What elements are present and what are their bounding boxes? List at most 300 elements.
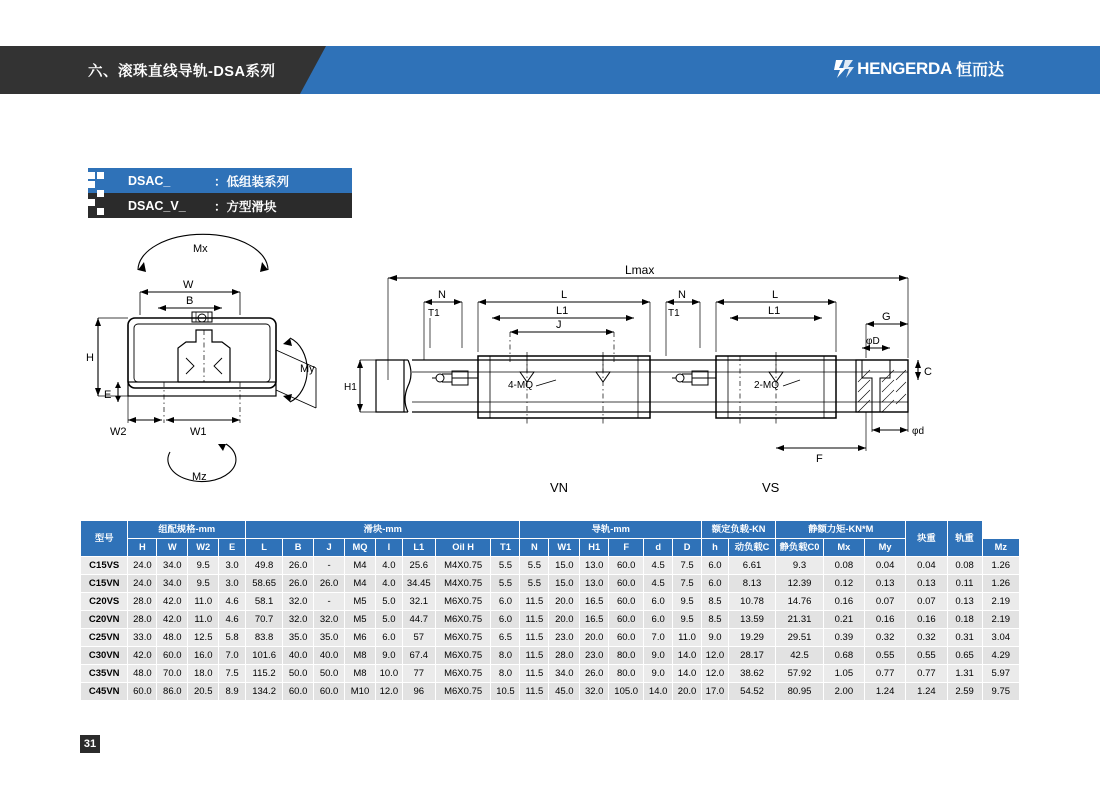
table-cell: 5.0 [375, 593, 402, 611]
table-row [81, 629, 1020, 647]
table-cell: 8.0 [491, 647, 520, 665]
table-cell: 42.0 [128, 647, 157, 665]
table-cell: 20.0 [549, 611, 580, 629]
table-cell: 70.0 [157, 665, 188, 683]
table-cell: 3.0 [219, 557, 246, 575]
sub-header-w: W [157, 539, 188, 557]
table-cell: 0.13 [947, 593, 982, 611]
table-cell: 11.5 [520, 683, 549, 701]
sub-header-j: J [314, 539, 345, 557]
table-cell: 1.31 [947, 665, 982, 683]
table-cell: 42.5 [776, 647, 823, 665]
table-cell: 6.0 [491, 611, 520, 629]
sub-header-w1: W1 [549, 539, 580, 557]
table-cell: 18.0 [188, 665, 219, 683]
table-cell: 8.0 [491, 665, 520, 683]
table-cell-model: C20VN [81, 611, 128, 629]
group-header-rail: 导轨-mm [520, 521, 702, 539]
table-cell: 4.0 [375, 575, 402, 593]
svg-text:My: My [300, 363, 315, 375]
table-cell: 12.0 [702, 647, 729, 665]
table-row [81, 683, 1020, 701]
svg-text:Mz: Mz [192, 471, 207, 483]
table-cell: 9.5 [188, 575, 219, 593]
sub-header-d-small: d [644, 539, 673, 557]
table-cell: 0.16 [823, 593, 864, 611]
table-cell: 24.0 [128, 557, 157, 575]
table-row [81, 611, 1020, 629]
legend-row-dsac [88, 168, 352, 193]
hengerda-logo-icon [834, 58, 854, 80]
table-cell: M8 [345, 647, 376, 665]
table-cell: 83.8 [246, 629, 283, 647]
table-cell: M8 [345, 665, 376, 683]
table-cell: - [314, 593, 345, 611]
svg-text:φd: φd [912, 426, 925, 437]
table-cell: 26.0 [283, 557, 314, 575]
table-cell: 19.29 [728, 629, 775, 647]
table-cell: 58.65 [246, 575, 283, 593]
table-cell: 20.0 [549, 593, 580, 611]
spec-table [80, 520, 1020, 701]
table-cell: 21.31 [776, 611, 823, 629]
table-cell: 0.07 [864, 593, 905, 611]
table-cell: 8.5 [702, 593, 729, 611]
sub-header-dynamic-load: 动负载C [728, 539, 775, 557]
table-cell: M4 [345, 575, 376, 593]
table-cell: 0.16 [864, 611, 905, 629]
table-cell: 7.5 [673, 557, 702, 575]
sub-header-my: My [864, 539, 905, 557]
table-cell: 5.0 [375, 611, 402, 629]
svg-text:N: N [438, 289, 446, 301]
table-cell: 115.2 [246, 665, 283, 683]
table-cell: 0.12 [823, 575, 864, 593]
table-cell: 4.5 [644, 557, 673, 575]
table-cell: 20.0 [580, 629, 609, 647]
table-cell: 134.2 [246, 683, 283, 701]
table-cell: 0.55 [864, 647, 905, 665]
table-cell: M4X0.75 [435, 557, 491, 575]
table-cell: 26.0 [580, 665, 609, 683]
table-cell: 13.59 [728, 611, 775, 629]
table-cell: 0.16 [906, 611, 947, 629]
table-cell: 14.0 [673, 665, 702, 683]
table-cell: 2.59 [947, 683, 982, 701]
table-cell: 33.0 [128, 629, 157, 647]
table-cell: 17.0 [702, 683, 729, 701]
table-cell: 1.24 [864, 683, 905, 701]
table-cell: 34.0 [157, 557, 188, 575]
table-cell: 3.0 [219, 575, 246, 593]
svg-text:W1: W1 [190, 426, 207, 438]
table-cell: 60.0 [609, 593, 644, 611]
table-sub-header-row [81, 539, 1020, 557]
svg-text:W: W [183, 279, 194, 291]
table-cell: M6X0.75 [435, 647, 491, 665]
legend-decoration-icon [88, 168, 124, 218]
table-cell: M6X0.75 [435, 593, 491, 611]
table-cell: 5.5 [491, 557, 520, 575]
table-cell: 7.5 [219, 665, 246, 683]
table-cell: 32.1 [402, 593, 435, 611]
table-cell: 32.0 [283, 593, 314, 611]
table-cell: 60.0 [283, 683, 314, 701]
table-cell: 9.0 [702, 629, 729, 647]
table-cell: 1.24 [906, 683, 947, 701]
table-cell: 1.05 [823, 665, 864, 683]
table-cell: 105.0 [609, 683, 644, 701]
table-cell: 7.0 [219, 647, 246, 665]
table-cell: 48.0 [128, 665, 157, 683]
svg-text:N: N [678, 289, 686, 301]
table-cell: 57 [402, 629, 435, 647]
sub-header-f: F [609, 539, 644, 557]
table-cell: 12.5 [188, 629, 219, 647]
spec-table-container [80, 520, 1020, 701]
table-cell: 80.95 [776, 683, 823, 701]
table-cell: 0.77 [906, 665, 947, 683]
table-cell: 67.4 [402, 647, 435, 665]
svg-text:J: J [556, 319, 562, 331]
sub-header-l: L [246, 539, 283, 557]
table-cell: 12.39 [776, 575, 823, 593]
table-cell: 6.5 [491, 629, 520, 647]
table-cell: 16.5 [580, 593, 609, 611]
svg-text:4-MQ: 4-MQ [508, 380, 533, 391]
sub-header-mq: MQ [345, 539, 376, 557]
table-group-header-row [81, 521, 1020, 539]
table-cell: 9.3 [776, 557, 823, 575]
svg-text:VN: VN [550, 480, 569, 495]
table-cell-model: C15VS [81, 557, 128, 575]
svg-text:L: L [561, 289, 568, 301]
table-cell: 4.6 [219, 593, 246, 611]
sub-header-oil-h: Oil H [435, 539, 491, 557]
table-cell: 40.0 [283, 647, 314, 665]
table-cell: 45.0 [549, 683, 580, 701]
table-cell: 9.5 [673, 593, 702, 611]
svg-text:T1: T1 [668, 308, 680, 319]
table-cell-model: C30VN [81, 647, 128, 665]
sub-header-mx: Mx [823, 539, 864, 557]
table-cell: 0.08 [947, 557, 982, 575]
brand-name: HENGERDA [857, 58, 952, 78]
svg-text:F: F [816, 453, 823, 465]
table-cell: 57.92 [776, 665, 823, 683]
table-cell-model: C35VN [81, 665, 128, 683]
sub-header-d-big: D [673, 539, 702, 557]
brand-logo [834, 57, 1004, 80]
table-cell: 0.65 [947, 647, 982, 665]
page-header [0, 46, 1100, 94]
page-number: 31 [80, 735, 100, 753]
table-head [81, 521, 1020, 557]
table-cell: 3.04 [982, 629, 1019, 647]
table-cell: 80.0 [609, 665, 644, 683]
table-cell: 10.0 [375, 665, 402, 683]
sub-header-h: H [128, 539, 157, 557]
table-cell: 28.0 [128, 611, 157, 629]
svg-text:T1: T1 [428, 308, 440, 319]
table-cell: 24.0 [128, 575, 157, 593]
table-cell: 7.0 [644, 629, 673, 647]
table-cell: 0.31 [947, 629, 982, 647]
table-cell: 5.8 [219, 629, 246, 647]
table-row [81, 557, 1020, 575]
table-cell: 49.8 [246, 557, 283, 575]
table-cell: 26.0 [283, 575, 314, 593]
sub-header-static-load: 静负载C0 [776, 539, 823, 557]
sub-header-t1: T1 [491, 539, 520, 557]
table-cell: 48.0 [157, 629, 188, 647]
table-cell: 8.9 [219, 683, 246, 701]
table-cell: 6.0 [702, 575, 729, 593]
table-cell: 11.5 [520, 647, 549, 665]
table-cell: 0.32 [906, 629, 947, 647]
table-cell: 70.7 [246, 611, 283, 629]
table-cell: 9.5 [673, 611, 702, 629]
table-cell: 6.0 [375, 629, 402, 647]
table-cell: 32.0 [580, 683, 609, 701]
table-cell: 8.13 [728, 575, 775, 593]
table-cell: 11.0 [188, 593, 219, 611]
table-cell: 13.0 [580, 575, 609, 593]
technical-drawing [0, 230, 1100, 515]
sub-header-e: E [219, 539, 246, 557]
table-cell: 9.5 [188, 557, 219, 575]
table-cell: 11.5 [520, 665, 549, 683]
table-cell: 60.0 [609, 629, 644, 647]
table-cell: 0.04 [906, 557, 947, 575]
table-cell: 13.0 [580, 557, 609, 575]
table-cell: 42.0 [157, 611, 188, 629]
svg-text:E: E [104, 389, 112, 401]
table-cell: 54.52 [728, 683, 775, 701]
table-cell: 8.5 [702, 611, 729, 629]
table-cell: 25.6 [402, 557, 435, 575]
table-row [81, 575, 1020, 593]
table-cell: 15.0 [549, 557, 580, 575]
table-cell: 50.0 [314, 665, 345, 683]
table-cell: 5.97 [982, 665, 1019, 683]
table-cell: 10.5 [491, 683, 520, 701]
table-cell: 6.61 [728, 557, 775, 575]
table-cell: 42.0 [157, 593, 188, 611]
table-cell: 6.0 [702, 557, 729, 575]
table-cell: 9.0 [644, 647, 673, 665]
table-cell: 6.0 [644, 611, 673, 629]
table-cell-model: C20VS [81, 593, 128, 611]
table-cell: 14.76 [776, 593, 823, 611]
table-cell: 34.0 [549, 665, 580, 683]
group-header-assembly: 组配规格-mm [128, 521, 246, 539]
svg-text:H1: H1 [344, 382, 357, 393]
legend-code-0: DSAC_ [128, 173, 171, 188]
table-cell: M4 [345, 557, 376, 575]
table-cell: 1.26 [982, 557, 1019, 575]
svg-text:W2: W2 [110, 426, 127, 438]
table-row [81, 665, 1020, 683]
table-cell: 0.07 [906, 593, 947, 611]
table-cell: M6X0.75 [435, 611, 491, 629]
table-cell: 0.18 [947, 611, 982, 629]
brand-name-cn: 恒而达 [955, 62, 1004, 79]
table-cell: 26.0 [314, 575, 345, 593]
table-body [81, 557, 1020, 701]
table-cell: 34.0 [157, 575, 188, 593]
table-cell: 4.0 [375, 557, 402, 575]
table-cell: 9.0 [375, 647, 402, 665]
table-cell: 0.08 [823, 557, 864, 575]
table-row [81, 593, 1020, 611]
table-cell: - [314, 557, 345, 575]
table-cell: 96 [402, 683, 435, 701]
legend-desc-1: 方型滑块 [226, 199, 277, 214]
table-cell: 4.29 [982, 647, 1019, 665]
table-cell: 44.7 [402, 611, 435, 629]
group-header-rail-weight: 轨重 [947, 521, 982, 557]
legend-sep-0: ： [214, 174, 227, 189]
table-cell: M5 [345, 611, 376, 629]
table-cell: 38.62 [728, 665, 775, 683]
table-cell: 12.0 [375, 683, 402, 701]
table-cell: 11.5 [520, 611, 549, 629]
table-cell: 6.0 [644, 593, 673, 611]
sub-header-b: B [283, 539, 314, 557]
table-cell-model: C45VN [81, 683, 128, 701]
sub-header-h1: H1 [580, 539, 609, 557]
table-cell: 23.0 [580, 647, 609, 665]
table-cell: 11.0 [188, 611, 219, 629]
table-cell: 2.19 [982, 611, 1019, 629]
table-cell: M6X0.75 [435, 665, 491, 683]
legend-sep-1: ： [214, 199, 227, 214]
group-header-block-weight: 块重 [906, 521, 947, 557]
table-cell: 20.0 [673, 683, 702, 701]
table-cell: 9.75 [982, 683, 1019, 701]
table-cell: 0.11 [947, 575, 982, 593]
table-cell: 0.04 [864, 557, 905, 575]
table-cell: 11.0 [673, 629, 702, 647]
table-cell: 11.5 [520, 629, 549, 647]
table-cell: M4X0.75 [435, 575, 491, 593]
svg-text:Lmax: Lmax [625, 263, 655, 277]
table-cell: 0.77 [864, 665, 905, 683]
table-cell: 40.0 [314, 647, 345, 665]
table-cell: 86.0 [157, 683, 188, 701]
svg-text:L1: L1 [556, 305, 569, 317]
legend-desc-0: 低组装系列 [226, 174, 290, 189]
legend-row-dsac-v [88, 193, 352, 218]
svg-text:H: H [86, 352, 94, 364]
table-cell: 60.0 [314, 683, 345, 701]
table-cell: 35.0 [283, 629, 314, 647]
svg-text:Mx: Mx [193, 243, 208, 255]
table-cell: 16.0 [188, 647, 219, 665]
sub-header-mz: Mz [982, 539, 1019, 557]
table-cell: 14.0 [644, 683, 673, 701]
group-header-model: 型号 [81, 521, 128, 557]
table-cell: 32.0 [314, 611, 345, 629]
table-cell: 0.13 [906, 575, 947, 593]
table-cell: 34.45 [402, 575, 435, 593]
svg-text:L: L [772, 289, 779, 301]
table-cell: 0.21 [823, 611, 864, 629]
series-legend [88, 168, 352, 218]
table-cell: 28.17 [728, 647, 775, 665]
group-header-moment: 静额力矩-KN*M [776, 521, 906, 539]
table-cell: 4.6 [219, 611, 246, 629]
svg-text:L1: L1 [768, 305, 781, 317]
table-cell: 14.0 [673, 647, 702, 665]
sub-header-w2: W2 [188, 539, 219, 557]
table-cell: 5.5 [520, 575, 549, 593]
table-cell: 7.5 [673, 575, 702, 593]
table-cell: 15.0 [549, 575, 580, 593]
sub-header-l1: L1 [402, 539, 435, 557]
sub-header-h-small: h [702, 539, 729, 557]
table-cell: 9.0 [644, 665, 673, 683]
svg-text:C: C [924, 366, 932, 378]
table-cell: 29.51 [776, 629, 823, 647]
table-row [81, 647, 1020, 665]
group-header-load: 额定负载-KN [702, 521, 776, 539]
table-cell: 35.0 [314, 629, 345, 647]
table-cell: M6X0.75 [435, 629, 491, 647]
sub-header-small-l: l [375, 539, 402, 557]
table-cell: 60.0 [128, 683, 157, 701]
table-cell: 11.5 [520, 593, 549, 611]
table-cell-model: C15VN [81, 575, 128, 593]
group-header-block: 滑块-mm [246, 521, 520, 539]
table-cell: 58.1 [246, 593, 283, 611]
table-cell: M5 [345, 593, 376, 611]
table-cell: 16.5 [580, 611, 609, 629]
table-cell: 101.6 [246, 647, 283, 665]
table-cell: 23.0 [549, 629, 580, 647]
table-cell: 10.78 [728, 593, 775, 611]
table-cell: 60.0 [157, 647, 188, 665]
table-cell: 20.5 [188, 683, 219, 701]
table-cell: 0.39 [823, 629, 864, 647]
table-cell-model: C25VN [81, 629, 128, 647]
table-cell: 60.0 [609, 575, 644, 593]
sub-header-n: N [520, 539, 549, 557]
table-cell: 2.19 [982, 593, 1019, 611]
table-cell: 60.0 [609, 611, 644, 629]
legend-code-1: DSAC_V_ [128, 198, 186, 213]
table-cell: 4.5 [644, 575, 673, 593]
table-cell: 80.0 [609, 647, 644, 665]
table-cell: 28.0 [128, 593, 157, 611]
table-cell: 60.0 [609, 557, 644, 575]
table-cell: M10 [345, 683, 376, 701]
table-cell: 28.0 [549, 647, 580, 665]
table-cell: M6 [345, 629, 376, 647]
table-cell: 50.0 [283, 665, 314, 683]
table-cell: 5.5 [520, 557, 549, 575]
table-cell: 0.32 [864, 629, 905, 647]
svg-text:VS: VS [762, 480, 780, 495]
table-cell: 6.0 [491, 593, 520, 611]
table-cell: 1.26 [982, 575, 1019, 593]
table-cell: 0.13 [864, 575, 905, 593]
svg-text:B: B [186, 295, 194, 307]
table-cell: M6X0.75 [435, 683, 491, 701]
table-cell: 77 [402, 665, 435, 683]
table-cell: 0.55 [906, 647, 947, 665]
